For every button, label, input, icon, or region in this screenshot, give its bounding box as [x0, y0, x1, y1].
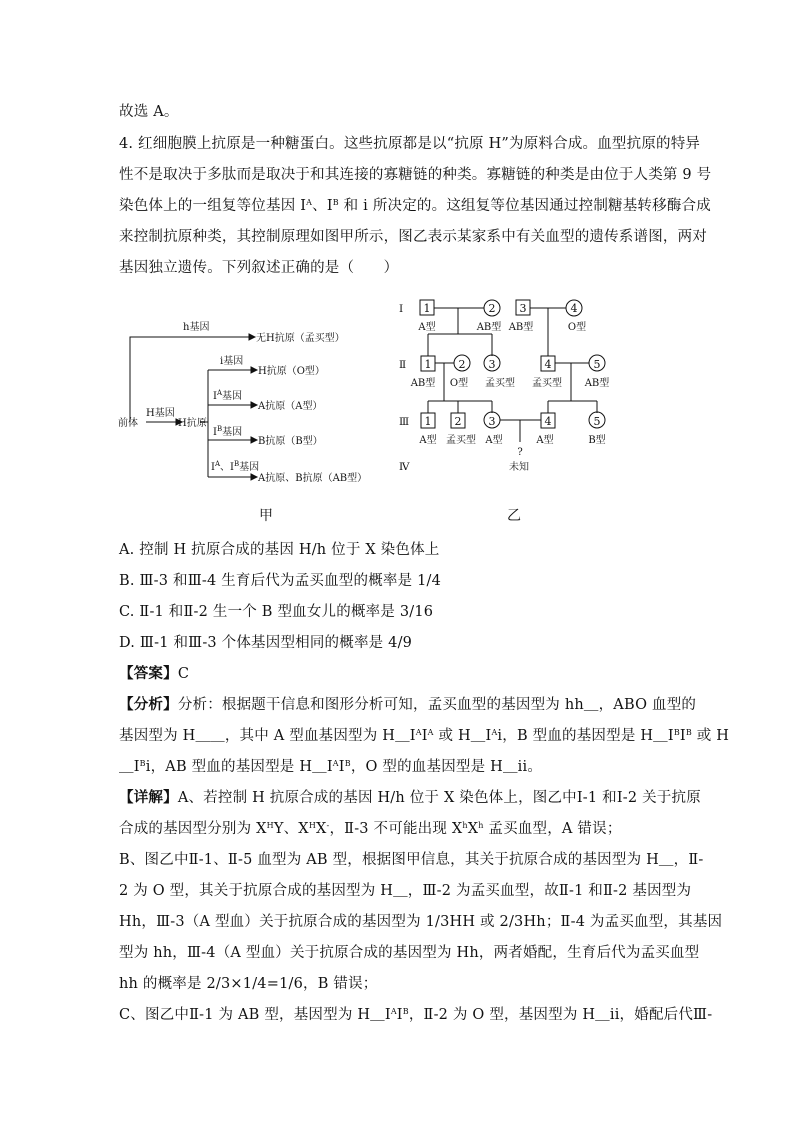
svg-text:2: 2	[454, 415, 462, 428]
generation-III: Ⅲ	[399, 416, 410, 428]
svg-text:4: 4	[544, 358, 552, 371]
precursor-label: 前体	[118, 418, 138, 429]
analysis-tag: 【分析】	[119, 696, 178, 713]
svg-text:孟买型: 孟买型	[446, 435, 476, 446]
generation-II: Ⅱ	[399, 359, 407, 371]
svg-text:2: 2	[488, 302, 496, 315]
svg-text:5: 5	[593, 358, 601, 371]
svg-text:孟买型: 孟买型	[532, 378, 562, 389]
svg-text:AB型: AB型	[508, 322, 534, 333]
svg-text:5: 5	[593, 415, 601, 428]
svg-text:3: 3	[488, 415, 496, 428]
svg-text:AB型: AB型	[410, 378, 436, 389]
IAIB-gene-label: $I^A$、$I^B$基因	[211, 460, 260, 473]
H-antigen-O-label: H抗原（O型）	[258, 366, 325, 377]
unknown-child-question: ?	[517, 447, 523, 458]
figures	[0, 0, 794, 540]
question-stem-line-4: 来控制抗原种类，其控制原理如图甲所示，图乙表示某家系中有关血型的遗传系谱图，两对	[119, 229, 707, 245]
detail-line-8: C、图乙中Ⅱ-1 为 AB 型，基因型为 $H\_I^AI^B$，Ⅱ-2 为 O 型，基因型为 H＿ii，婚配后代Ⅲ-	[119, 1007, 713, 1023]
detail-tag: 【详解】	[119, 789, 178, 806]
svg-text:A型: A型	[485, 435, 503, 446]
IB-gene-label: $I^B$基因	[213, 425, 243, 438]
svg-text:2: 2	[458, 358, 466, 371]
i-gene-label: i基因	[220, 356, 244, 367]
svg-text:O型: O型	[567, 322, 587, 333]
detail-line-5: Hh，Ⅲ-3（A 型血）关于抗原合成的基因型为 1/3HH 或 2/3Hh；Ⅱ-4 为孟买血型，其基因	[119, 914, 723, 930]
B-antigen-label: B抗原（B型）	[258, 436, 323, 447]
svg-text:1: 1	[423, 302, 431, 315]
unknown-child-label: 未知	[509, 462, 529, 473]
analysis-line-3: $\_I^Bi$，AB 型血的基因型是 $H\_I^AI^B$，O 型的血基因型是 H＿ii。	[119, 759, 543, 775]
option-d: D. Ⅲ-1 和Ⅲ-3 个体基因型相同的概率是 4/9	[119, 635, 413, 651]
arrowhead	[249, 334, 255, 340]
AB-antigen-label: A抗原、B抗原（AB型）	[258, 473, 368, 484]
H-antigen-label: H抗原	[178, 418, 207, 429]
answer-line	[119, 664, 189, 684]
analysis-line-1: 【分析】分析：根据题干信息和图形分析可知，孟买血型的基因型为 hh＿，ABO 血型的	[119, 696, 697, 713]
question-stem-line-2: 性不是取决于多肽而是取决于和其连接的寡糖链的种类。寡糖链的种类是由位于人类第 9 号	[119, 167, 712, 183]
generation-IV: Ⅳ	[399, 461, 410, 473]
prev-answer-note: 故选 A。	[119, 104, 179, 120]
option-a: A. 控制 H 抗原合成的基因 H/h 位于 X 染色体上	[119, 542, 440, 558]
question-stem-line-3: 染色体上的一组复等位基因 $I^A$、$I^B$ 和 i 所决定的。这组复等位基因通过控制糖基转移酶合成	[119, 198, 711, 214]
svg-text:孟买型: 孟买型	[485, 378, 515, 389]
no-h-antigen-label: 无H抗原（孟买型）	[256, 333, 345, 344]
detail-line-2: 合成的基因型分别为 $X^HY$、$X^HX^-$，Ⅱ-3 不可能出现 $X^hX^h$ 孟买血型，A 错误；	[119, 821, 622, 837]
svg-text:O型: O型	[449, 378, 469, 389]
option-c: C. Ⅱ-1 和Ⅱ-2 生一个 B 型血女儿的概率是 3/16	[119, 604, 434, 620]
IA-gene-label: $I^A$基因	[213, 389, 243, 402]
h-gene-label: h基因	[183, 322, 210, 333]
figure-yi-caption: 乙	[507, 508, 521, 524]
question-stem-line-1: 4. 红细胞膜上抗原是一种糖蛋白。这些抗原都是以“抗原 H”为原料合成。血型抗原的特异	[119, 136, 701, 152]
detail-line-3: B、图乙中Ⅱ-1、Ⅱ-5 血型为 AB 型，根据图甲信息，其关于抗原合成的基因型为 H＿，Ⅱ-	[119, 852, 704, 868]
analysis-line-2: 基因型为 H＿＿，其中 A 型血基因型为 $H\_I^AI^A$ 或 $H\_I^Ai$，B 型血的基因型是 $H\_I^BI^B$ 或 H	[119, 728, 730, 744]
svg-text:A型: A型	[419, 435, 437, 446]
svg-text:1: 1	[424, 358, 432, 371]
H-gene-label: H基因	[146, 408, 175, 419]
svg-text:4: 4	[544, 415, 552, 428]
figure-jia-caption: 甲	[259, 508, 273, 524]
svg-text:A型: A型	[418, 322, 436, 333]
A-antigen-label: A抗原（A型）	[258, 401, 323, 412]
svg-text:B型: B型	[588, 435, 606, 446]
svg-text:3: 3	[519, 302, 527, 315]
generation-I: Ⅰ	[399, 303, 404, 315]
question-stem-line-5: 基因独立遗传。下列叙述正确的是（ ）	[119, 260, 399, 276]
detail-line-6: 型为 hh，Ⅲ-4（A 型血）关于抗原合成的基因型为 Hh，两者婚配，生育后代为孟买血型	[119, 945, 700, 961]
detail-line-7: hh 的概率是 2/3×1/4=1/6，B 错误；	[119, 976, 378, 992]
svg-text:AB型: AB型	[476, 322, 502, 333]
answer-tag: 【答案】	[119, 665, 178, 682]
svg-text:4: 4	[570, 302, 578, 315]
detail-line-4: 2 为 O 型，其关于抗原合成的基因型为 H＿，Ⅲ-2 为孟买血型，故Ⅱ-1 和Ⅱ-2 基因型为	[119, 883, 692, 899]
detail-line-1: 【详解】A、若控制 H 抗原合成的基因 H/h 位于 X 染色体上，图乙中Ⅰ-1 和Ⅰ-2 关于抗原	[119, 789, 701, 806]
svg-text:3: 3	[488, 358, 496, 371]
svg-text:A型: A型	[536, 435, 554, 446]
answer-value: C	[177, 666, 190, 682]
svg-text:1: 1	[424, 415, 432, 428]
option-b: B. Ⅲ-3 和Ⅲ-4 生育后代为孟买血型的概率是 1/4	[119, 573, 442, 589]
svg-text:AB型: AB型	[584, 378, 610, 389]
